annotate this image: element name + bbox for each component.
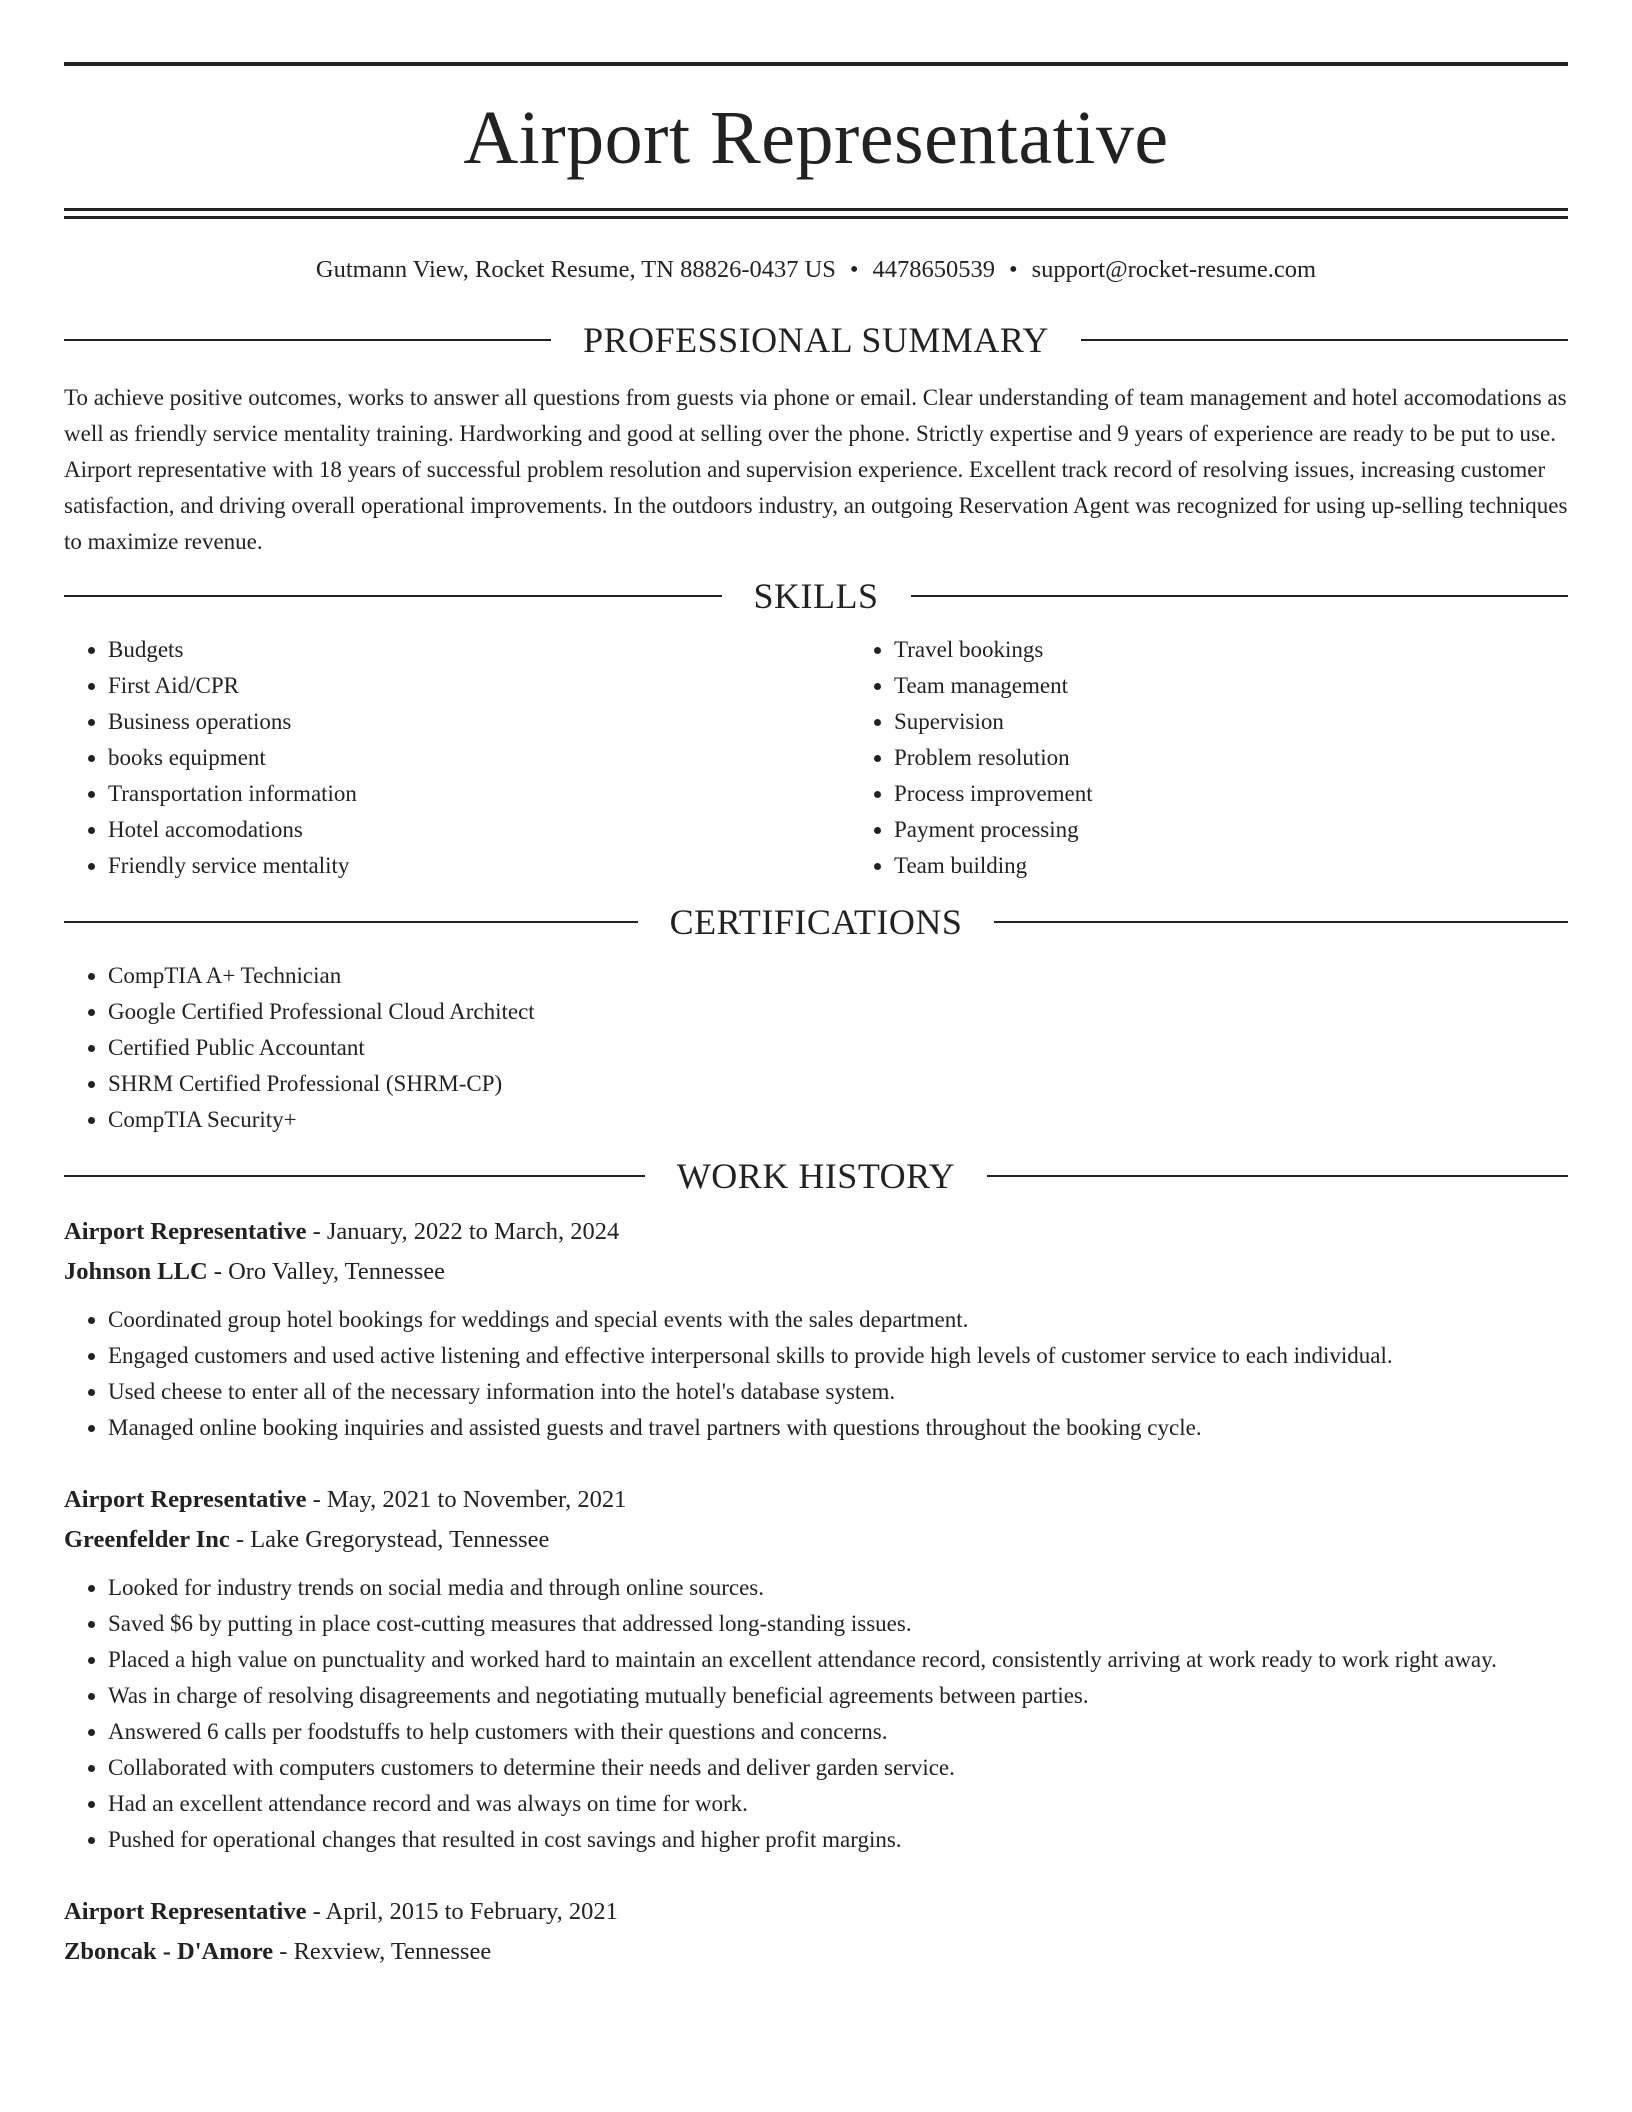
job-duty-item: • Placed a high value on punctuality and worked hard to maintain an excellent attendance record, consistently arriving at work ready to work right away. bbox=[108, 1642, 1568, 1678]
job-company-line bbox=[64, 1252, 1568, 1292]
job-duty-item: • Answered 6 calls per foodstuffs to help customers with their questions and concerns. bbox=[108, 1714, 1568, 1750]
certifications-list bbox=[64, 958, 1568, 1138]
skill-item: • Budgets bbox=[108, 632, 850, 668]
skill-item: • Team building bbox=[894, 848, 1568, 884]
job-duties-list bbox=[64, 1570, 1568, 1858]
skill-item: • books equipment bbox=[108, 740, 850, 776]
contact-line bbox=[64, 255, 1568, 284]
section-rule-left bbox=[64, 595, 722, 597]
summary-text: To achieve positive outcomes, works to answer all questions from guests via phone or email. Clear understanding of team management and hotel accomodations as well as friendly service mentality training. Hardworking and good at selling over the phone. Strictly expertise and 9 years of experience are ready to be put to use. Airport representative with 18 years of successful problem resolution and supervision experience. Excellent track record of resolving issues, increasing customer satisfaction, and driving overall operational improvements. In the outdoors industry, an outgoing Reservation Agent was recognized for using up-selling techniques to maximize revenue. bbox=[64, 385, 1568, 555]
skill-item: • Travel bookings bbox=[894, 632, 1568, 668]
phone: 4478650539 bbox=[872, 256, 995, 283]
skill-item: • Hotel accomodations bbox=[108, 812, 850, 848]
skills-section-header bbox=[64, 576, 1568, 616]
job-entry bbox=[64, 1212, 1568, 1446]
job-duty-item: • Looked for industry trends on social media and through online sources. bbox=[108, 1570, 1568, 1606]
job-duty-item: • Collaborated with computers customers to determine their needs and deliver garden service. bbox=[108, 1750, 1568, 1786]
section-rule-right bbox=[987, 1175, 1568, 1177]
job-entry bbox=[64, 1480, 1568, 1858]
skill-item: • Payment processing bbox=[894, 812, 1568, 848]
certification-item: • CompTIA A+ Technician bbox=[108, 958, 1568, 994]
job-duty-item: • Managed online booking inquiries and assisted guests and travel partners with questions throughout the booking cycle. bbox=[108, 1410, 1568, 1446]
skills-section-title: SKILLS bbox=[753, 576, 879, 617]
certifications-section-title: CERTIFICATIONS bbox=[669, 902, 963, 943]
skills-list bbox=[64, 632, 1568, 884]
skill-item: • Supervision bbox=[894, 704, 1568, 740]
job-location: - Lake Gregorystead, Tennessee bbox=[229, 1526, 550, 1554]
skills-column-right bbox=[850, 632, 1568, 884]
job-location: - Oro Valley, Tennessee bbox=[207, 1258, 445, 1286]
job-company: Greenfelder Inc bbox=[64, 1526, 230, 1554]
job-duties-list bbox=[64, 1302, 1568, 1446]
contact-separator: • bbox=[1009, 256, 1018, 283]
work-section-header bbox=[64, 1156, 1568, 1196]
job-entry bbox=[64, 1892, 1568, 1972]
certification-item: • Google Certified Professional Cloud Architect bbox=[108, 994, 1568, 1030]
job-dates: - January, 2022 to March, 2024 bbox=[306, 1218, 620, 1246]
certification-item: • CompTIA Security+ bbox=[108, 1102, 1568, 1138]
skill-item: • Business operations bbox=[108, 704, 850, 740]
work-history-list bbox=[64, 1212, 1568, 1972]
section-rule-right bbox=[911, 595, 1569, 597]
skill-item: • First Aid/CPR bbox=[108, 668, 850, 704]
job-duty-item: • Used cheese to enter all of the necessary information into the hotel's database system. bbox=[108, 1374, 1568, 1410]
job-dates: - April, 2015 to February, 2021 bbox=[306, 1898, 618, 1926]
job-title: Airport Representative bbox=[64, 1486, 307, 1514]
summary-section-title: PROFESSIONAL SUMMARY bbox=[583, 320, 1049, 361]
job-duty-item: • Was in charge of resolving disagreements and negotiating mutually beneficial agreements between parties. bbox=[108, 1678, 1568, 1714]
job-title-line bbox=[64, 1212, 1568, 1252]
skill-item: • Team management bbox=[894, 668, 1568, 704]
certification-item: • Certified Public Accountant bbox=[108, 1030, 1568, 1066]
certification-item: • SHRM Certified Professional (SHRM-CP) bbox=[108, 1066, 1568, 1102]
resume-title: Airport Representative bbox=[463, 96, 1169, 180]
certifications-section-header bbox=[64, 902, 1568, 942]
section-rule-right bbox=[1081, 339, 1568, 341]
job-company: Zboncak - D'Amore bbox=[64, 1938, 274, 1966]
job-duty-item: • Saved $6 by putting in place cost-cutting measures that addressed long-standing issues. bbox=[108, 1606, 1568, 1642]
job-company-line bbox=[64, 1932, 1568, 1972]
contact-separator: • bbox=[849, 256, 859, 283]
job-duty-item: • Had an excellent attendance record and was always on time for work. bbox=[108, 1786, 1568, 1822]
skill-item: • Transportation information bbox=[108, 776, 850, 812]
section-rule-right bbox=[994, 921, 1568, 923]
skills-column-left bbox=[64, 632, 850, 884]
title-double-rule bbox=[64, 208, 1568, 219]
job-duty-item: • Coordinated group hotel bookings for weddings and special events with the sales department. bbox=[108, 1302, 1568, 1338]
job-duty-item: • Engaged customers and used active listening and effective interpersonal skills to provide high levels of customer service to each individual. bbox=[108, 1338, 1568, 1374]
job-duty-item: • Pushed for operational changes that resulted in cost savings and higher profit margins. bbox=[108, 1822, 1568, 1858]
job-title-line bbox=[64, 1892, 1568, 1932]
skill-item: • Friendly service mentality bbox=[108, 848, 850, 884]
job-dates: - May, 2021 to November, 2021 bbox=[306, 1486, 627, 1514]
section-rule-left bbox=[64, 339, 551, 341]
job-title-line bbox=[64, 1480, 1568, 1520]
job-company-line bbox=[64, 1520, 1568, 1560]
summary-section-header bbox=[64, 320, 1568, 360]
email-link[interactable]: support@rocket-resume.com bbox=[1031, 256, 1317, 283]
job-location: - Rexview, Tennessee bbox=[273, 1938, 492, 1966]
job-title: Airport Representative bbox=[64, 1898, 307, 1926]
section-rule-left bbox=[64, 1175, 645, 1177]
job-title: Airport Representative bbox=[64, 1218, 307, 1246]
skill-item: • Process improvement bbox=[894, 776, 1568, 812]
job-company: Johnson LLC bbox=[64, 1258, 208, 1286]
section-rule-left bbox=[64, 921, 638, 923]
address: Gutmann View, Rocket Resume, TN 88826-0437 US bbox=[315, 256, 836, 283]
work-section-title: WORK HISTORY bbox=[676, 1156, 956, 1197]
top-rule bbox=[64, 62, 1568, 66]
skill-item: • Problem resolution bbox=[894, 740, 1568, 776]
